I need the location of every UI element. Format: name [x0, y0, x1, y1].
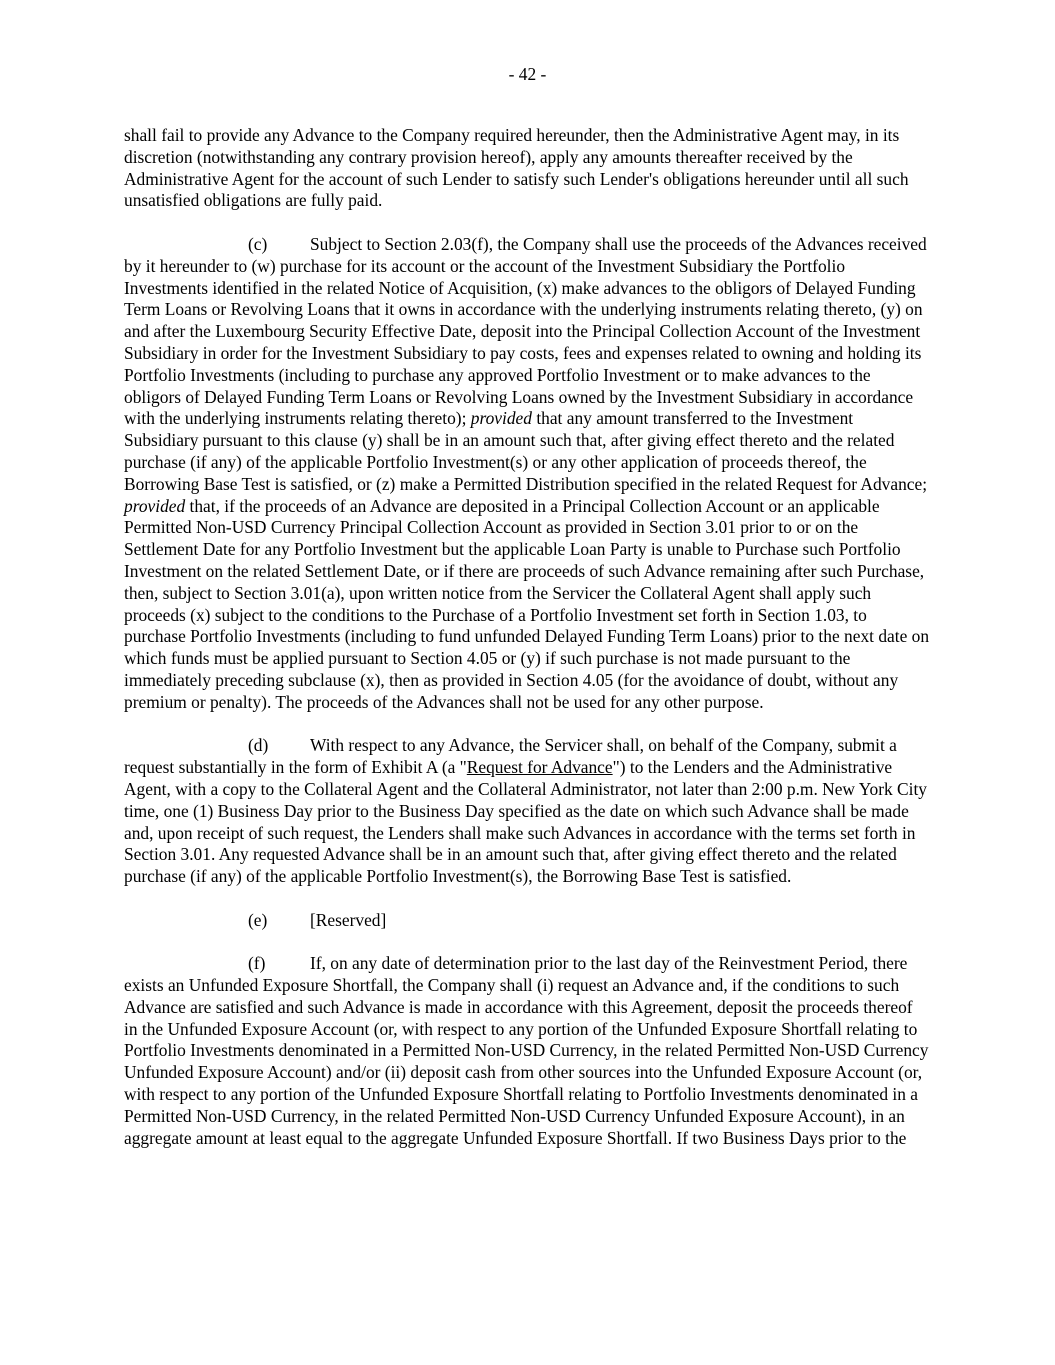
clause-label: (e): [248, 909, 268, 930]
paragraph-c: [124, 234, 930, 714]
paragraph-text: that any amount transferred to the Investment Subsidiary pursuant to this clause (y) shall be in an amount such that, after giving effect thereto and the related purchase (if any) of the applicable Portfolio Investment(s) or any other application of proceeds thereof, the Borrowing Base Test is satisfied, or (z) make a Permitted Distribution specified in the related Request for Advance;: [124, 408, 928, 494]
paragraph-text: that, if the proceeds of an Advance are deposited in a Principal Collection Account or an applicable Permitted Non-USD Currency Principal Collection Account as provided in Section 3.01 prior to or on the Settlement Date for any Portfolio Investment but the applicable Loan Party is unable to Purchase such Portfolio Investment on the related Settlement Date, or if there are proceeds of such Advance remaining after such Purchase, then, subject to Section 3.01(a), upon written notice from the Servicer the Collateral Agent shall apply such proceeds (x) subject to the conditions to the Purchase of a Portfolio Investment set forth in Section 1.03, to purchase Portfolio Investments (including to fund unfunded Delayed Funding Term Loans) prior to the next date on which funds must be applied pursuant to Section 4.05 or (y) if such purchase is not made pursuant to the immediately preceding subclause (x), then as provided in Section 4.05 (for the avoidance of doubt, without any premium or penalty). The proceeds of the Advances shall not be used for any other purpose.: [124, 495, 930, 712]
page-number: - 42 -: [508, 64, 547, 84]
clause-label: (c): [248, 233, 268, 254]
paragraph-text: If, on any date of determination prior to the last day of the Reinvestment Period, there exists an Unfunded Exposure Shortfall, the Company shall (i) request an Advance and, if the conditions to such Advance are satisfied and such Advance is made in accordance with this Agreement, deposit the proceeds thereof in the Unfunded Exposure Account (or, with respect to any portion of the Unfunded Exposure Shortfall relating to Portfolio Investments denominated in a Permitted Non-USD Currency, in the related Permitted Non-USD Currency Unfunded Exposure Account) and/or (ii) deposit cash from other sources into the Unfunded Exposure Account (or, with respect to any portion of the Unfunded Exposure Shortfall relating to Portfolio Investments denominated in a Permitted Non-USD Currency, in the related Permitted Non-USD Currency Unfunded Exposure Account), in an aggregate amount at least equal to the aggregate Unfunded Exposure Shortfall. If two Business Days prior to the: [124, 953, 929, 1148]
paragraph-text: With respect to any Advance, the Servicer shall, on behalf of the Company, submit a request substantially in the form of Exhibit A (a ": [124, 735, 897, 778]
clause-label: (d): [248, 735, 269, 756]
paragraph-f: [124, 953, 930, 1149]
document-body: [124, 125, 930, 1171]
defined-term: Request for Advance: [466, 757, 613, 778]
paragraph-text: Subject to Section 2.03(f), the Company shall use the proceeds of the Advances received by it hereunder to (w) purchase for its account or the account of the Investment Subsidiary the Portfolio Investments identified in the related Notice of Acquisition, (x) make advances to the obligors of Delayed Funding Term Loans or Revolving Loans that it owns in accordance with the underlying instruments relating thereto, (y) on and after the Luxembourg Security Effective Date, deposit into the Principal Collection Account of the Investment Subsidiary in order for the Investment Subsidiary to pay costs, fees and expenses related to owning and holding its Portfolio Investments (including to purchase any approved Portfolio Investment or to make advances to the obligors of Delayed Funding Term Loans or Revolving Loans owned by the Investment Subsidiary in accordance with the underlying instruments relating thereto);: [124, 233, 927, 429]
provided-term: provided: [470, 408, 532, 429]
provided-term: provided: [124, 495, 186, 516]
paragraph-e: [124, 910, 930, 932]
paragraph-d: [124, 735, 930, 888]
paragraph-text: shall fail to provide any Advance to the Company required hereunder, then the Administrative Agent may, in its discretion (notwithstanding any contrary provision hereof), apply any amounts thereafter received by the Administrative Agent for the account of such Lender to satisfy such Lender's obligations hereunder until all such unsatisfied obligations are fully paid.: [124, 125, 909, 211]
paragraph-text: [Reserved]: [310, 909, 387, 930]
paragraph-text: ") to the Lenders and the Administrative Agent, with a copy to the Collateral Agent and the Collateral Administrator, not later than 2:00 p.m. New York City time, one (1) Business Day prior to the Business Day specified as the date on which such Advance shall be made and, upon receipt of such request, the Lenders shall make such Advances in accordance with the terms set forth in Section 3.01. Any requested Advance shall be in an amount such that, after giving effect thereto and the related purchase (if any) of the applicable Portfolio Investment(s), the Borrowing Base Test is satisfied.: [124, 757, 927, 887]
clause-label: (f): [248, 953, 266, 974]
paragraph-b-continuation: [124, 125, 930, 212]
